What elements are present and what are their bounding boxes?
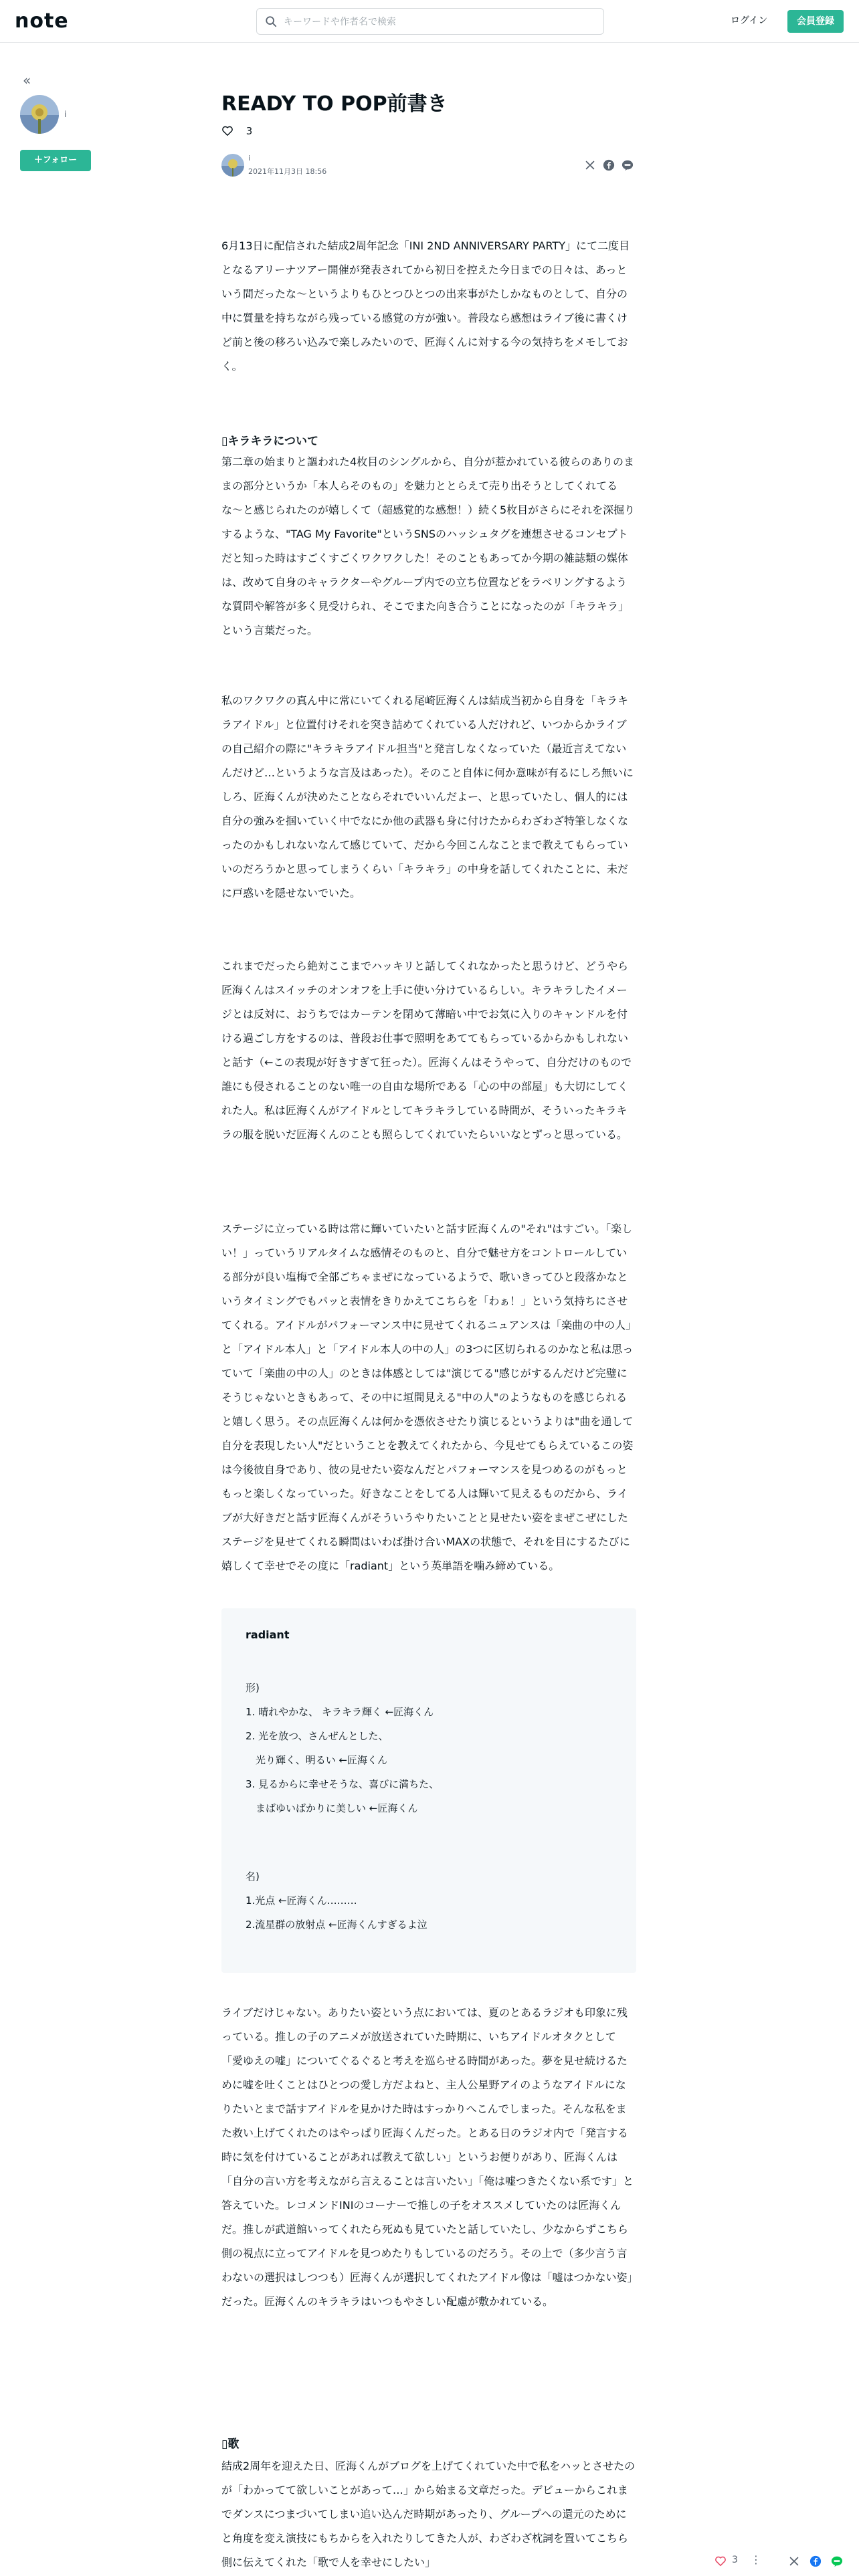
quote-line: 形) (246, 1682, 260, 1694)
publish-date: 2021年11月3日 18:56 (248, 167, 327, 176)
search-input[interactable] (284, 14, 591, 30)
quote-line: 1. 晴れやかな、 キラキラ輝く ←匠海くん (246, 1706, 434, 1718)
floating-action-bar (702, 2545, 859, 2576)
line-share-icon[interactable] (831, 2555, 843, 2567)
article-title: READY TO POP前書き (221, 92, 448, 116)
author-avatar[interactable] (20, 95, 59, 134)
floating-like-count[interactable]: 3 (732, 2555, 738, 2565)
site-header (0, 0, 859, 43)
like-count[interactable]: 3 (246, 124, 253, 137)
heart-icon[interactable] (221, 125, 233, 137)
quote-line: 2.流星群の放射点 ←匠海くんすぎるよ泣 (246, 1919, 427, 1931)
meta-author-name[interactable]: i (248, 154, 251, 163)
search-box[interactable] (256, 8, 604, 35)
quote-line: 名) (246, 1870, 260, 1883)
avatar-small-image (221, 154, 244, 177)
author-name[interactable]: i (64, 110, 67, 119)
quote-line: まばゆいばかりに美しい ←匠海くん (246, 1802, 418, 1814)
like-area (221, 124, 252, 139)
collapse-sidebar-icon[interactable]: « (23, 72, 31, 88)
x-share-icon[interactable] (788, 2555, 800, 2567)
login-link[interactable]: ログイン (731, 15, 768, 26)
intro-paragraph: 6月13日に配信された結成2周年記念「INI 2ND ANNIVERSARY PARTY」にて二度目となるアリーナツアー開催が発表されてから初日を控えた今日までの日々は、あっという間だったな〜というよりもひとつひとつの出来事がたしかなものとして、自分の中に質量を持ちながら残っている感覚の方が強い。普段なら感想はライブ後に書くけど前と後の移ろい込みで楽しみたいので、匠海くんに対する今の気持ちをメモしておく。 (221, 239, 630, 372)
more-options-icon[interactable]: ⋮ (751, 2553, 761, 2566)
section-heading-kirakira: ▯キラキラについて (221, 435, 319, 448)
facebook-share-icon[interactable] (603, 159, 615, 171)
quote-line: 光り輝く、明るい ←匠海くん (246, 1754, 388, 1766)
follow-button[interactable]: ＋フォロー (20, 150, 91, 171)
search-icon (265, 15, 277, 27)
quote-line: 1.光点 ←匠海くん……… (246, 1895, 357, 1907)
article-header (221, 91, 636, 176)
paragraph-2: 私のワクワクの真ん中に常にいてくれる尾崎匠海くんは結成当初から自身を「キラキラアイドル」と位置付けそれを突き詰めてくれている人だけれど、いつからかライブの自己紹介の際に"キラキラアイドル担当"と発言しなくなっていた（最近言えてないんだけど…というような言及はあった）。そのこと自体に何か意味が有るにしろ無いにしろ、匠海くんが決めたことならそれでいいんだよー、と思っていたし、個人的には自分の強みを掴いていく中でなにか他の武器も身に付けたからわざわざ特筆しなくなったのかもしれないなんて感じていて、だから今回こんなことまで教えてもらっていいのだろうかと思ってしまうくらい「キラキラ」の中身を話してくれたことに、未だに戸惑いを隠せないでいた。 (221, 694, 634, 899)
author-avatar-small[interactable] (221, 154, 244, 177)
quote-line: 2. 光を放つ、さんぜんとした、 (246, 1730, 389, 1742)
paragraph-4: ステージに立っている時は常に輝いていたいと話す匠海くんの"それ"はすごい。「楽しい！」っていうリアルタイムな感情そのものと、自分で魅せ方をコントロールしている部分が良い塩梅で全部ごちゃまぜになっているようで、歌いきってひと段落かなというタイミングでもパッと表情をきりかえてこちらを「わぁ！」という気持ちにさせてくれる。アイドルがパフォーマンス中に見せてくれるニュアンスは「楽曲の中の人」と「アイドル本人」と「アイドル本人の中の人」の3つに区切られるのかなと私は思っていて「楽曲の中の人」のときは体感としては"演じてる"感じがするんだけど完璧にそうじゃないときもあって、その中に垣間見える"中の人"のようなものを感じられると嬉しく思う。その点匠海くんは何かを憑依させたり演じるというよりは"曲を通して自分を表現したい人"だということを教えてくれたから、今見せてもらえているこの姿は今後彼自身であり、彼の見せたい姿なんだとパフォーマンスを見つめるのがもっともっと楽しくなっていった。好きなことをしてる人は輝いて見えるものだから、ライブが大好きだと話す匠海くんがそういうやりたいことと見せたい姿をまぜこぜにしたステージを見せてくれる瞬間はいわば掛け合いMAXの状態で、それを目にするたびに嬉しくて幸せでその度に「radiant」という英単語を噛み締めている。 (221, 1222, 634, 1572)
like-heart-icon[interactable] (714, 2555, 727, 2567)
signup-button[interactable]: 会員登録 (787, 10, 844, 33)
quote-line: 3. 見るからに幸せそうな、喜びに満ちた、 (246, 1778, 440, 1790)
paragraph-6: 結成2周年を迎えた日、匠海くんがブログを上げてくれていた中で私をハッとさせたのが「わかってて欲しいことがあって…」から始まる文章だった。デビューからこれまでダンスにつまづいてしまい追い込んだ時期があったり、グループへの還元のためにと角度を変え演技にもちからを入れたりしてきた人が、わざわざ枕詞を置いてこちら側に伝えてくれた「歌で人を幸せにしたい」 (221, 2460, 636, 2569)
quote-title: radiant (246, 1628, 290, 1641)
paragraph-1: 第二章の始まりと謳われた4枚目のシングルから、自分が惹かれている彼らのありのままの部分というか「本人らそのもの」を魅力ととらえて売り出そうとしてくれてるな〜と感じられたのが嬉しくて（超感覚的な感想！）続く5枚目がさらにそれを深掘りするような、"TAG My Favorite"というSNSのハッシュタグを連想させるコンセプトだと知った時はすごくすごくワクワクした！そのこともあってか今期の雑誌類の媒体は、改めて自身のキャラクターやグループ内での立ち位置などをラベリングするような質問や解答が多く見受けられ、そこでまた向き合うことになったのが「キラキラ」という言葉だった。 (221, 455, 636, 637)
definition-quote-box (221, 1608, 636, 1973)
article-meta (221, 152, 636, 179)
avatar-image (20, 95, 59, 134)
x-share-icon[interactable] (584, 159, 596, 171)
line-share-icon[interactable] (622, 159, 634, 171)
paragraph-3: これまでだったら絶対ここまでハッキリと話してくれなかったと思うけど、どうやら匠海くんはスイッチのオンオフを上手に使い分けているらしい。キラキラしたイメージとは反対に、おうちではカーテンを閉めて薄暗い中でお気に入りのキャンドルを付ける過ごし方をするのは、普段お仕事で照明をあててもらっているからかもしれないと話す（←この表現が好きすぎて狂った）。匠海くんはそうやって、自分だけのもので誰にも侵されることのない唯一の自由な場所である「心の中の部屋」も大切にしてくれた人。私は匠海くんがアイドルとしてキラキラしている時間が、そういったキラキラの服を脱いだ匠海くんのことも照らしてくれていたらいいなとずっと思っている。 (221, 960, 632, 1141)
note-logo[interactable]: note (15, 9, 69, 33)
section-heading-song: ▯歌 (221, 2438, 240, 2451)
facebook-share-icon[interactable] (809, 2555, 822, 2567)
paragraph-5: ライブだけじゃない。ありたい姿という点においては、夏のとあるラジオも印象に残っている。推しの子のアニメが放送されていた時期に、いちアイドルオタクとして「愛ゆえの嘘」についてぐるぐると考えを巡らせる時間があった。夢を見せ続けるために嘘を吐くことはひとつの愛し方だよねと、主人公星野アイのようなアイドルになりたいとまで話すアイドルを見かけた時はすっかりへこんでしまった。そんな私をまた救い上げてくれたのはやっぱり匠海くんだった。とある日のラジオ内で「発言する時に気を付けていることがあれば教えて欲しい」というお便りがあり、匠海くんは「自分の言い方を考えながら言えることは言いたい」「俺は嘘つきたくない系です」と答えていた。レコメンドINIのコーナーで推しの子をオススメしていたのは匠海くんだ。推しが武道館いってくれたら死ぬも見ていたと話していたし、少なからずこちら側の視点に立ってアイドルを見つめたりもしているのだろう。その上で（多少言う言わないの選択はしつつも）匠海くんが選択してくれたアイドル像は「嘘はつかない姿」だった。匠海くんのキラキラはいつもやさしい配慮が敷かれている。 (221, 2006, 634, 2308)
